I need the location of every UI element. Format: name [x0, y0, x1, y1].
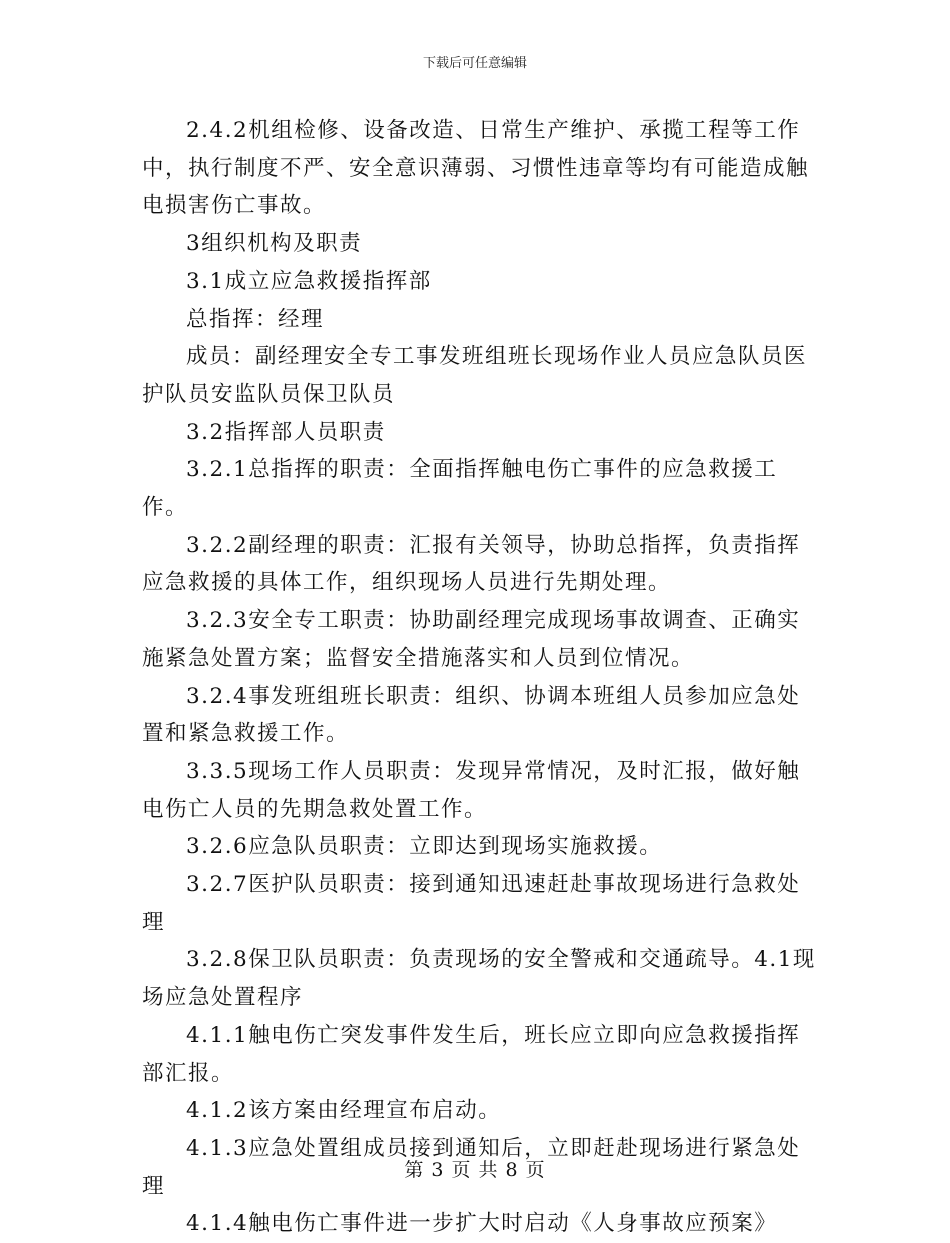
paragraph: 3.2.3安全专工职责：协助副经理完成现场事故调查、正确实施紧急处置方案；监督安全措施落实和人员到位情况。	[142, 608, 801, 671]
paragraph: 3.2.6应急队员职责：立即达到现场实施救援。	[186, 834, 663, 860]
paragraph: 4.1.1触电伤亡突发事件发生后，班长应立即向应急救援指挥部汇报。	[142, 1022, 801, 1086]
paragraph: 3.2.8保卫队员职责：负责现场的安全警戒和交通疏导。4.1现场应急处置程序	[142, 947, 816, 1011]
paragraph: 3.2.2副经理的职责：汇报有关领导，协助总指挥，负责指挥应急救援的具体工作，组织现场人员进行先期处理。	[142, 532, 801, 596]
page-header-note: 下载后可任意编辑	[422, 56, 527, 71]
paragraph: 2.4.2机组检修、设备改造、日常生产维护、承揽工程等工作中，执行制度不严、安全意识薄弱、习惯性违章等均有可能造成触电损害伤亡事故。	[142, 118, 810, 219]
paragraph: 4.1.4触电伤亡事件进一步扩大时启动《人身事故应预案》	[186, 1211, 778, 1237]
paragraph: 4.1.3应急处置组成员接到通知后，立即赶赴现场进行紧急处理	[142, 1135, 801, 1199]
paragraph: 3.2指挥部人员职责	[186, 419, 386, 445]
paragraph: 3.1成立应急救援指挥部	[186, 268, 432, 294]
document-body	[142, 112, 822, 1243]
paragraph: 总指挥：经理	[186, 306, 325, 332]
paragraph: 3.3.5现场工作人员职责：发现异常情况，及时汇报，做好触电伤亡人员的先期急救处置工作。	[142, 758, 801, 822]
paragraph: 3.2.4事发班组班长职责：组织、协调本班组人员参加应急处置和紧急救援工作。	[142, 683, 801, 747]
paragraph: 成员：副经理安全专工事发班组班长现场作业人员应急队员医护队员安监队员保卫队员	[142, 344, 808, 407]
paragraph: 3.2.1总指挥的职责：全面指挥触电伤亡事件的应急救援工作。	[142, 457, 778, 521]
page-number-footer: 第 3 页 共 8 页	[404, 1159, 546, 1181]
paragraph: 3.2.7医护队员职责：接到通知迅速赶赴事故现场进行急救处理	[142, 872, 801, 935]
paragraph: 4.1.2该方案由经理宣布启动。	[186, 1098, 502, 1124]
paragraph: 3组织机构及职责	[186, 231, 363, 257]
